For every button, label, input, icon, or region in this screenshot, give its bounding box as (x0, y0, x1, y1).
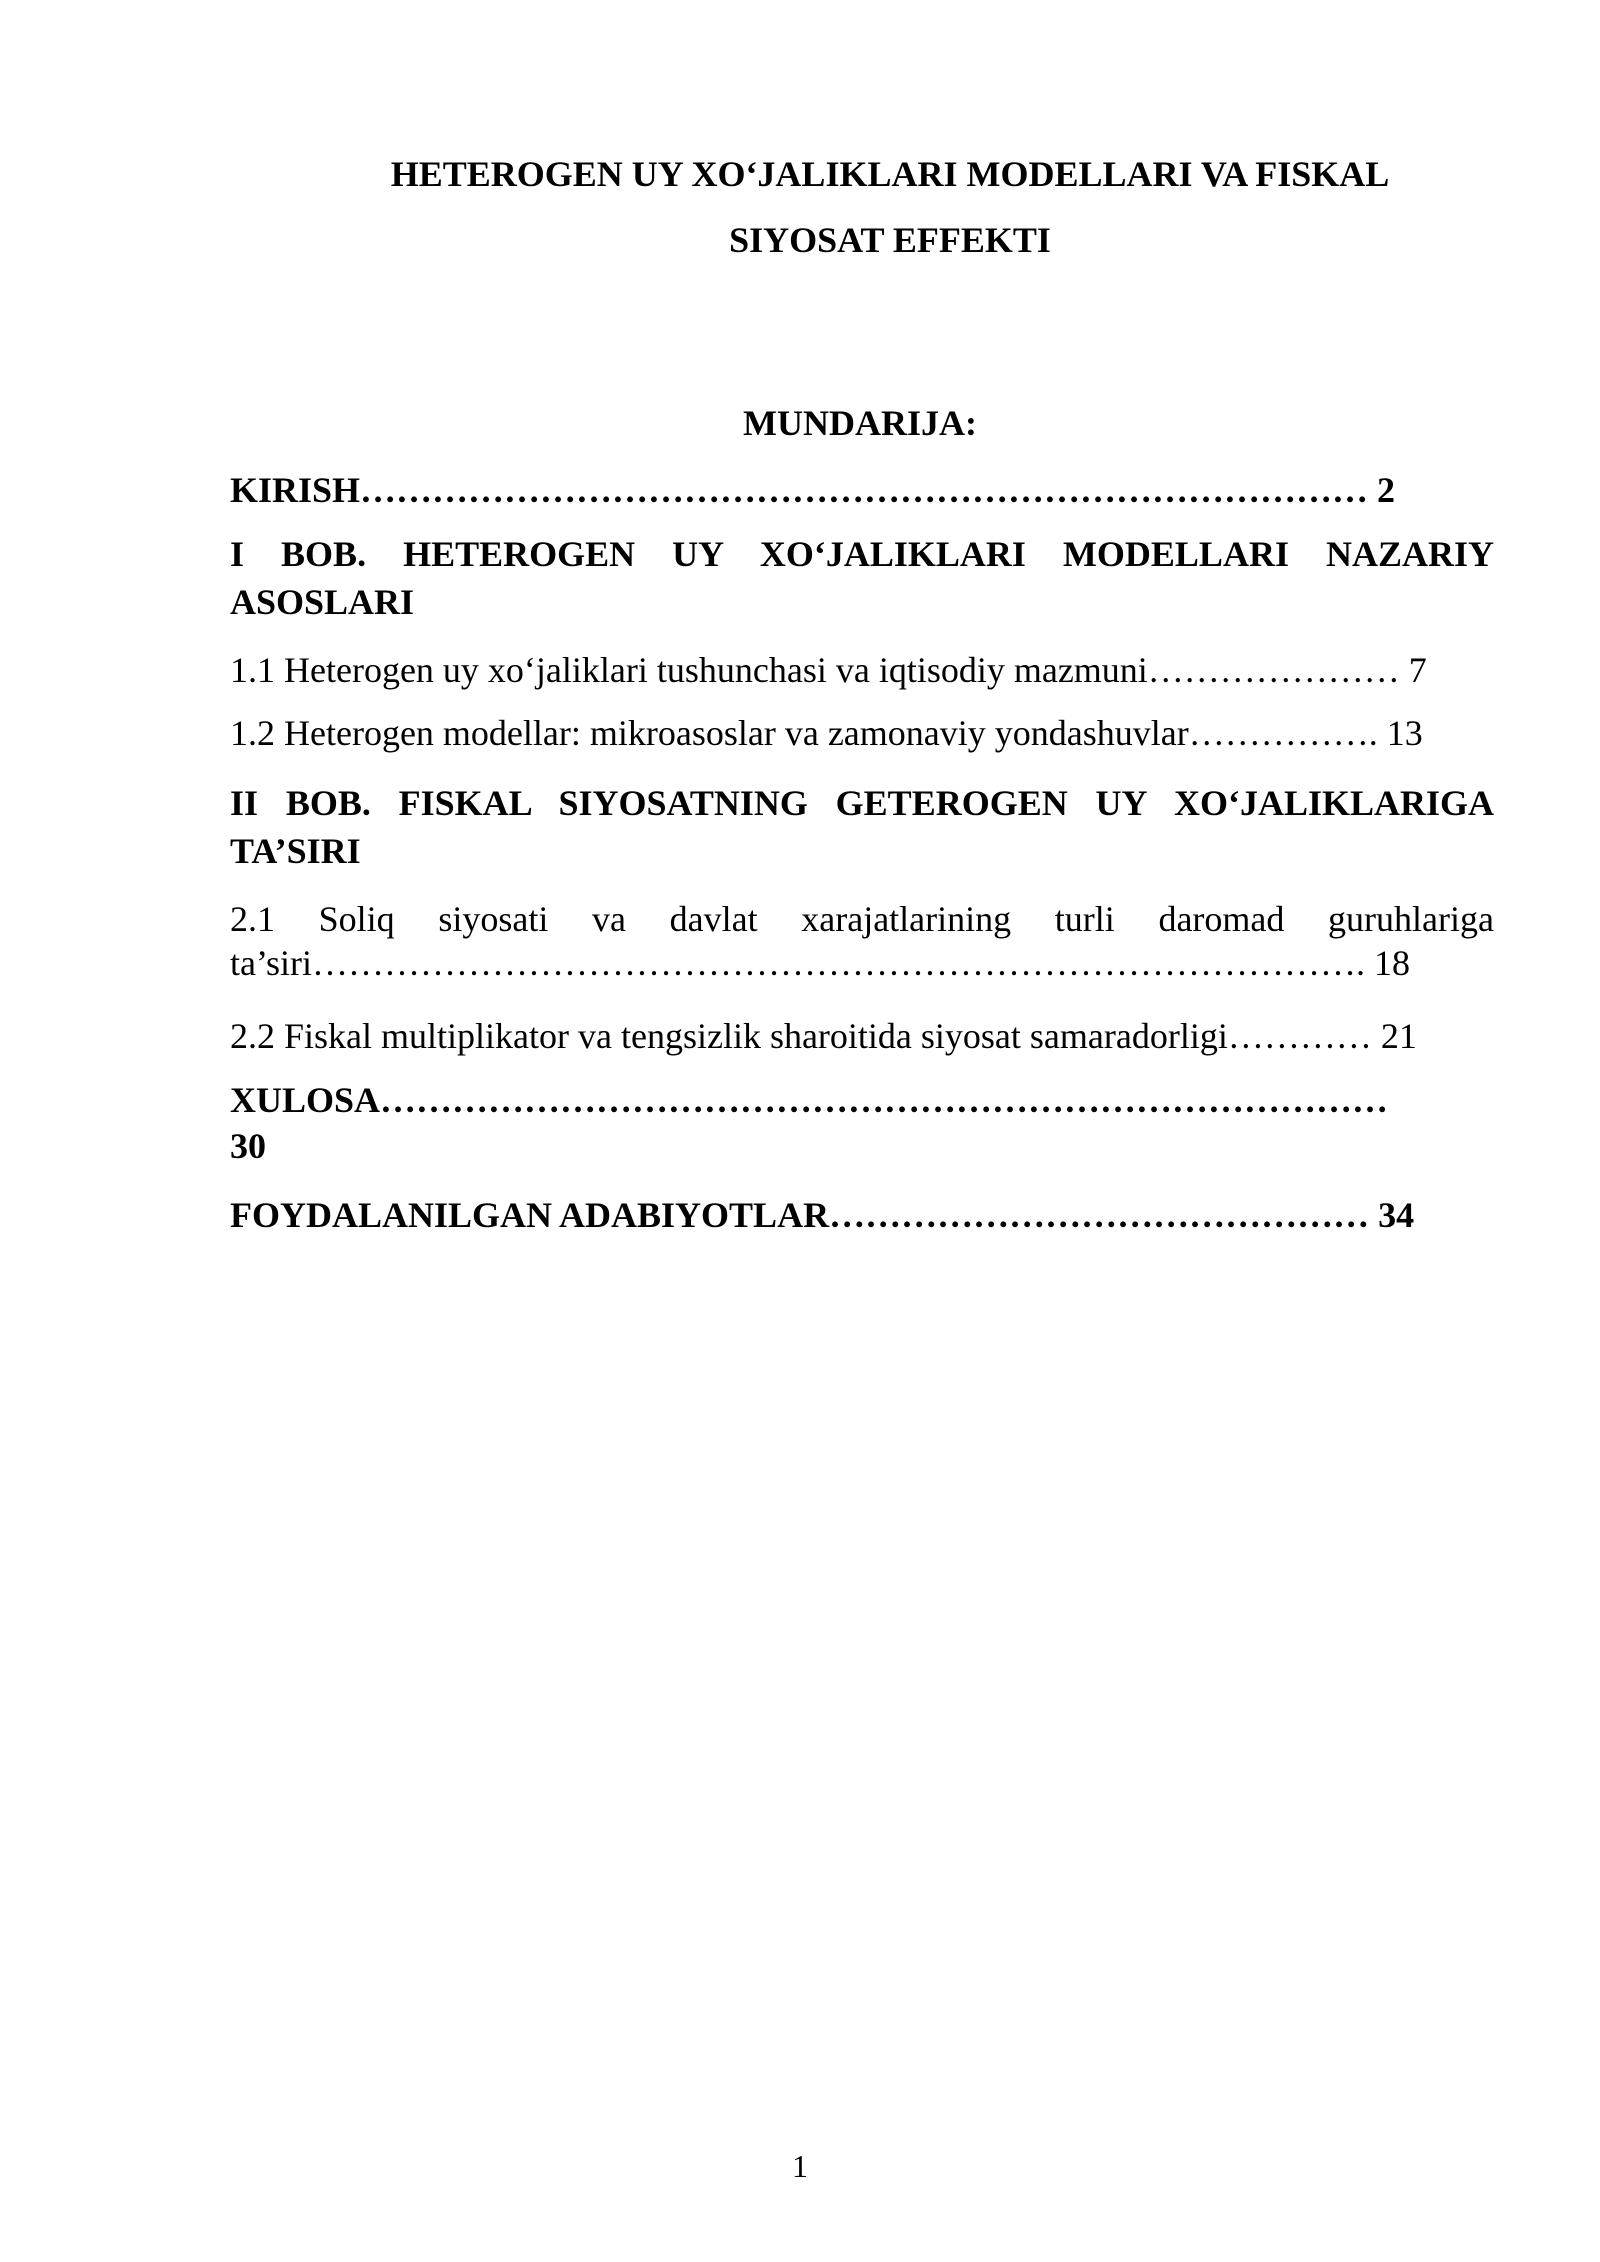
document-title (300, 141, 1480, 273)
toc-entry-kirish: KIRISH………………………………………………………………………… 2 (230, 470, 1396, 510)
toc-chapter-2-line-2: TA’SIRI (230, 831, 361, 871)
toc-chapter-1-line-2: ASOSLARI (230, 582, 415, 622)
toc-xulosa-line-2: 30 (230, 1126, 266, 1166)
toc-entry-section-1-1: 1.1 Heterogen uy xo‘jaliklari tushunchasi va iqtisodiy mazmuni………………… 7 (230, 650, 1427, 690)
page-number: 1 (792, 2148, 808, 2184)
toc-xulosa-line-1: XULOSA………………………………………………………………………… (230, 1080, 1389, 1120)
toc-section-2-1-line-1: 2.1 Soliq siyosati va davlat xarajatlarining turli daromad guruhlariga (230, 899, 1494, 939)
toc-chapter-1-line-1: I BOB. HETEROGEN UY XO‘JALIKLARI MODELLARI NAZARIY (230, 534, 1494, 574)
toc-entry-section-2-1 (230, 894, 1494, 988)
document-title-line-1: HETEROGEN UY XO‘JALIKLARI MODELLARI VA FISKAL (390, 154, 1390, 194)
toc-entry-xulosa (230, 1075, 1494, 1171)
toc-entry-section-2-2: 2.2 Fiskal multiplikator va tengsizlik sharoitida siyosat samaradorligi………… 21 (230, 1016, 1417, 1056)
toc-heading: MUNDARIJA: (743, 403, 977, 443)
toc-chapter-2-line-1: II BOB. FISKAL SIYOSATNING GETEROGEN UY XO‘JALIKLARIGA (230, 783, 1494, 823)
toc-entry-chapter-2 (230, 778, 1494, 876)
toc-section-2-1-line-2: ta’siri……………………………………………………………………………. 18 (230, 943, 1410, 983)
toc-entry-references: FOYDALANILGAN ADABIYOTLAR……………………………………… 34 (230, 1195, 1415, 1235)
document-title-line-2: SIYOSAT EFFEKTI (729, 220, 1051, 260)
toc-entry-section-1-2: 1.2 Heterogen modellar: mikroasoslar va zamonaviy yondashuvlar……………. 13 (230, 713, 1423, 753)
toc-entry-chapter-1 (230, 529, 1494, 627)
